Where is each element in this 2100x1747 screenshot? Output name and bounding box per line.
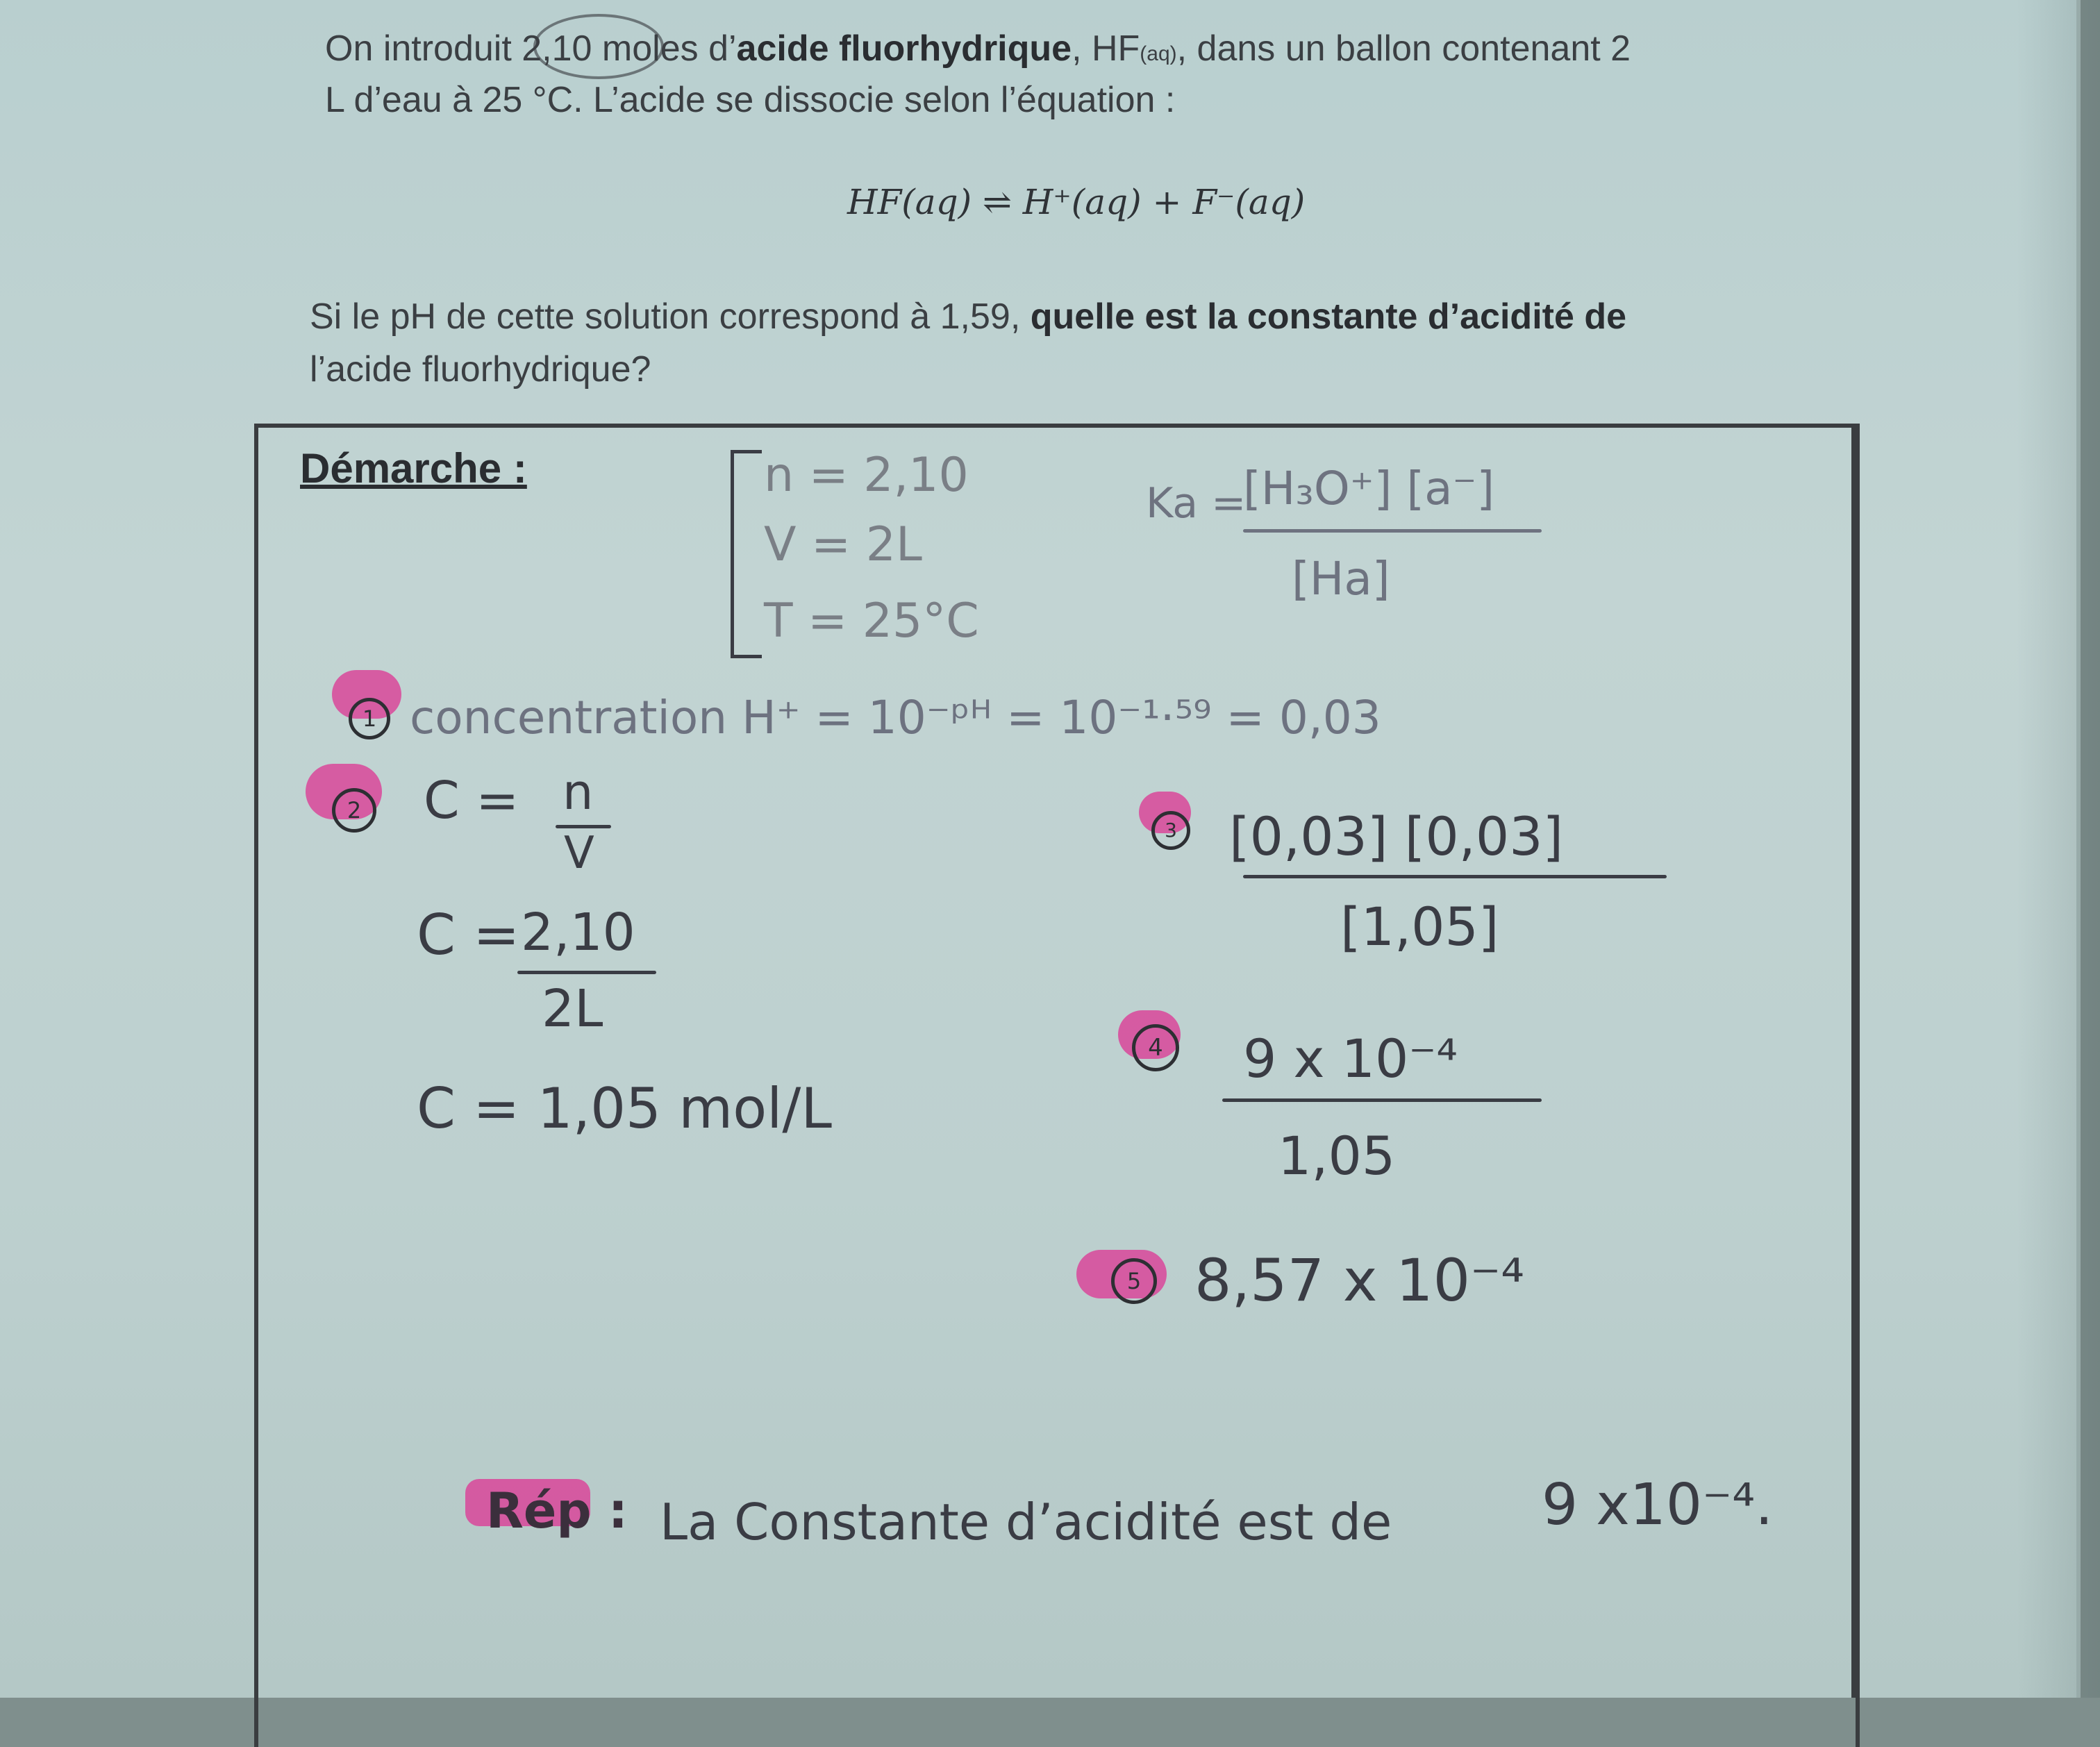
step-2-frac-den: V xyxy=(564,828,594,879)
step-4-marker: 4 xyxy=(1132,1024,1179,1071)
question-text: Si le pH de cette solution correspond à 1,59, xyxy=(310,296,1031,337)
givens-bracket xyxy=(731,450,762,658)
ka-denominator: [Ha] xyxy=(1292,552,1390,605)
question-bold-text: quelle est la constante d’acidité de xyxy=(1030,296,1627,337)
ka-fraction-bar xyxy=(1243,529,1542,533)
question-line-3 xyxy=(310,296,1626,337)
answer-box-border xyxy=(1851,424,1856,1698)
question-text: , HF xyxy=(1072,28,1140,69)
step-3-numerator: [0,03] [0,03] xyxy=(1229,805,1564,867)
step-3-denominator: [1,05] xyxy=(1340,896,1499,958)
demarche-header: Démarche : xyxy=(300,445,527,492)
step-2-frac-num: n xyxy=(562,764,594,821)
step-2-frac2-num: 2,10 xyxy=(521,903,635,962)
given-v: V = 2L xyxy=(764,517,922,572)
given-t: T = 25°C xyxy=(764,594,979,649)
step-3-fraction-bar xyxy=(1243,875,1667,878)
question-text: On introduit 2,10 moles d’ xyxy=(325,28,737,69)
step-3-marker: 3 xyxy=(1151,811,1190,850)
step-1-text: concentration H⁺ = 10⁻ᵖᴴ = 10⁻¹·⁵⁹ = 0,03 xyxy=(410,691,1381,744)
step-5-marker: 5 xyxy=(1111,1258,1157,1304)
question-bold-text: acide fluorhydrique xyxy=(736,28,1072,69)
question-subscript: (aq) xyxy=(1140,42,1177,65)
step-4-fraction-bar xyxy=(1222,1098,1542,1102)
step-2-c-label: C = xyxy=(424,771,519,830)
ka-numerator: [H₃O⁺] [a⁻] xyxy=(1243,462,1495,515)
page-edge-shadow xyxy=(2017,0,2100,1698)
step-2-result: C = 1,05 mol/L xyxy=(417,1076,832,1141)
step-4-denominator: 1,05 xyxy=(1278,1125,1396,1187)
dissociation-equation: HF(aq) ⇌ H⁺(aq) + F⁻(aq) xyxy=(847,182,1306,222)
step-2-frac2-den: 2L xyxy=(542,979,603,1039)
answer-label: Rép : xyxy=(486,1482,628,1539)
step-5-result: 8,57 x 10⁻⁴ xyxy=(1194,1246,1525,1314)
step-2-c2-label: C = xyxy=(417,903,520,967)
question-line-1 xyxy=(325,28,1631,69)
given-n: n = 2,10 xyxy=(764,448,969,503)
step-2-frac2-bar xyxy=(517,971,656,974)
step-2-marker: 2 xyxy=(332,788,376,833)
question-line-2: L d’eau à 25 °C. L’acide se dissocie selon l’équation : xyxy=(325,80,1176,120)
ka-label: Ka = xyxy=(1146,479,1247,528)
step-4-numerator: 9 x 10⁻⁴ xyxy=(1243,1028,1458,1089)
question-line-4: l’acide fluorhydrique? xyxy=(310,349,651,390)
answer-text: La Constante d’acidité est de xyxy=(660,1493,1392,1551)
question-text: , dans un ballon contenant 2 xyxy=(1176,28,1631,69)
answer-value: 9 x10⁻⁴. xyxy=(1542,1472,1774,1538)
step-1-marker: 1 xyxy=(349,698,390,739)
